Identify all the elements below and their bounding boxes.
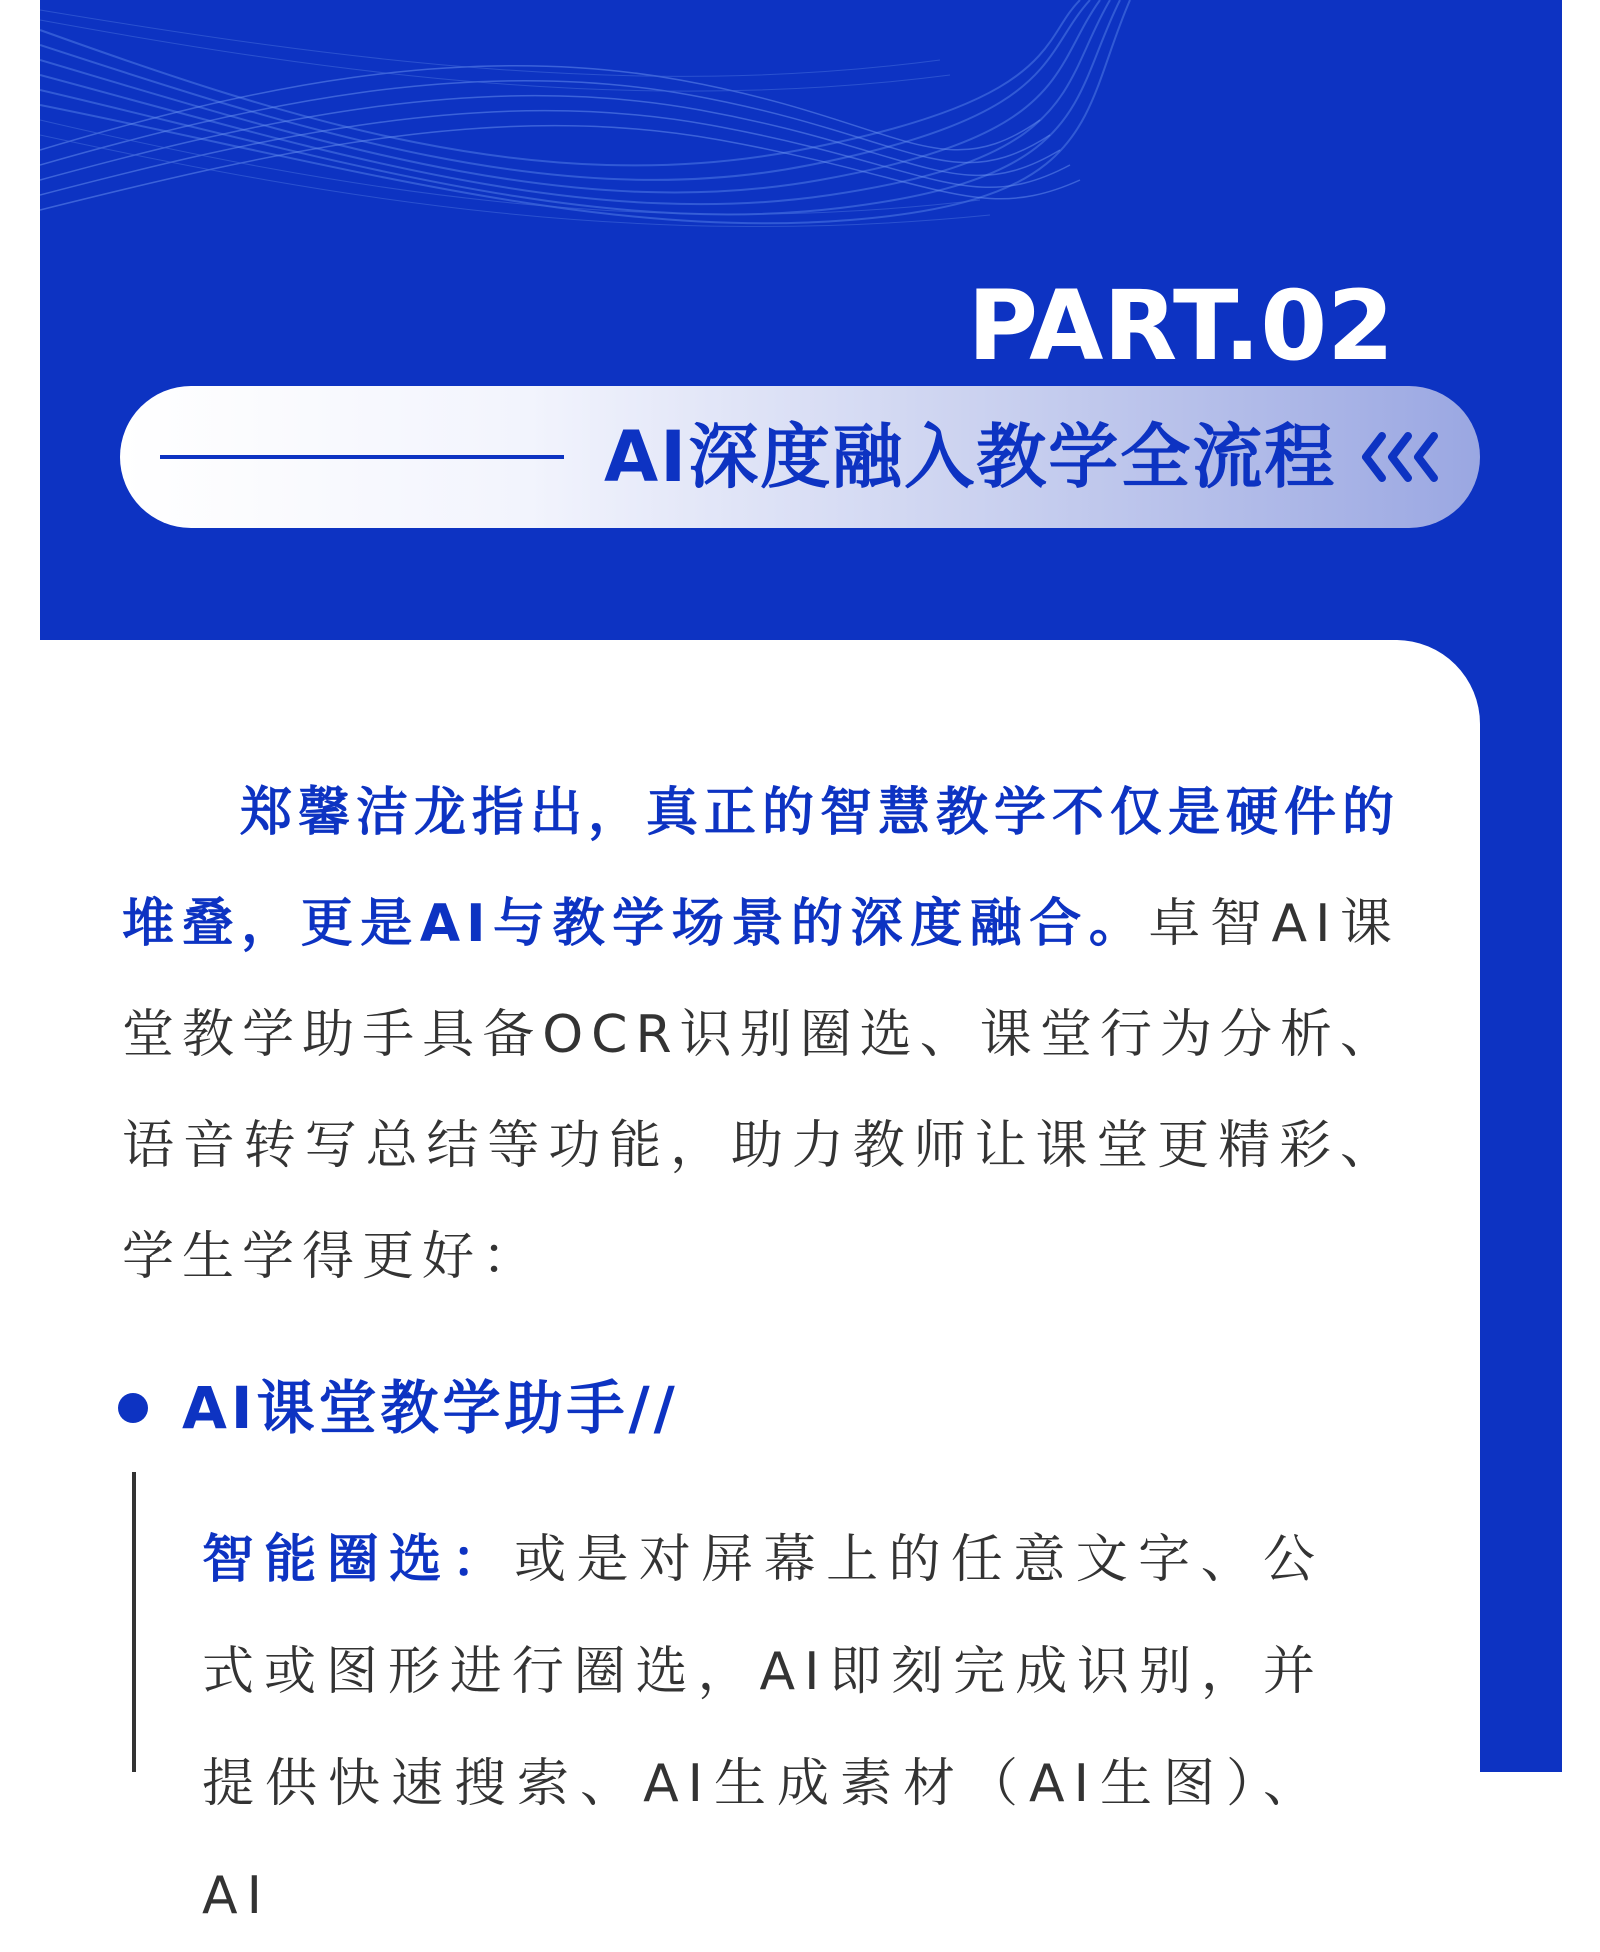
- feature-label: 智能圈选：: [202, 1530, 515, 1590]
- intro-highlight: 郑馨洁龙指出，真正的智慧教学不仅是硬件的堆叠，更是AI与教学场景的深度融合。: [122, 783, 1401, 954]
- wave-decoration: [40, 0, 1562, 260]
- feature-text: 或是对屏幕上的任意文字、公式或图形进行圈选，AI即刻完成识别，并提供快速搜索、AI生成素材（AI生图）、AI: [202, 1530, 1324, 1926]
- intro-paragraph: [122, 758, 1400, 1313]
- section-banner: [120, 386, 1480, 528]
- part-label: PART.02: [967, 270, 1394, 382]
- section-title: AI课堂教学助手//: [182, 1374, 679, 1442]
- section-vertical-rule: [132, 1472, 136, 1772]
- bullet-dot-icon: [118, 1393, 148, 1423]
- banner-title: AI深度融入教学全流程: [604, 416, 1337, 498]
- banner-rule: [160, 455, 564, 459]
- chevrons-left-icon: [1360, 426, 1444, 488]
- intro-body: 卓智AI课堂教学助手具备OCR识别圈选、课堂行为分析、语音转写总结等功能，助力教师让课堂更精彩、学生学得更好：: [122, 894, 1400, 1287]
- feature-paragraph: [202, 1504, 1324, 1952]
